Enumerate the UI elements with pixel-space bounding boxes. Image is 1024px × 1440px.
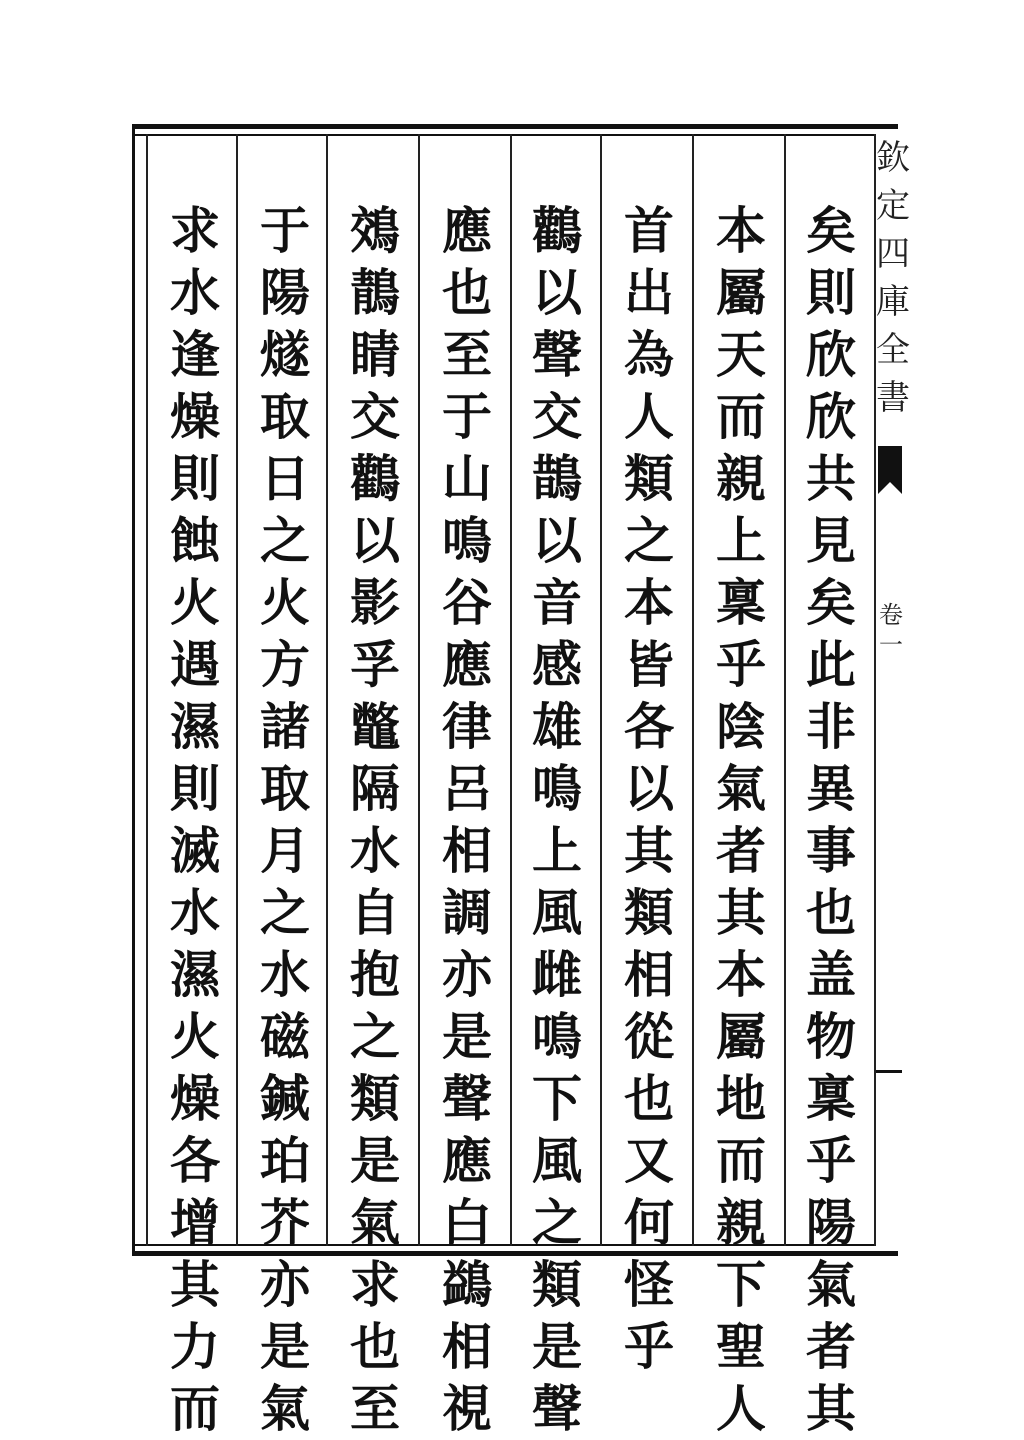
- character: 聖: [716, 1317, 766, 1376]
- character: 氣: [716, 759, 766, 818]
- character: 鳴: [532, 759, 582, 818]
- text-column-2: [704, 200, 778, 1438]
- character: 燥: [170, 1069, 220, 1128]
- character: 異: [806, 759, 856, 818]
- character: 也: [442, 263, 492, 322]
- character: 月: [260, 821, 310, 880]
- character: 是: [260, 1317, 310, 1376]
- character: 乎: [624, 1317, 674, 1376]
- character: 濕: [170, 697, 220, 756]
- character: 感: [532, 635, 582, 694]
- character: 聲: [532, 325, 582, 384]
- character: 定: [876, 186, 910, 226]
- character: 四: [876, 234, 910, 274]
- character: 是: [442, 1007, 492, 1066]
- character: 相: [624, 945, 674, 1004]
- character: 力: [170, 1317, 220, 1376]
- character: 而: [170, 1379, 220, 1438]
- character: 鍼: [260, 1069, 310, 1128]
- character: 取: [260, 387, 310, 446]
- character: 本: [624, 573, 674, 632]
- text-column-5: [430, 200, 504, 1438]
- text-column-1: [794, 200, 868, 1438]
- character: 欣: [806, 387, 856, 446]
- character: 風: [532, 883, 582, 942]
- character: 其: [716, 883, 766, 942]
- character: 一: [879, 631, 903, 659]
- character: 水: [260, 945, 310, 1004]
- text-column-8: [158, 200, 232, 1438]
- character: 之: [350, 1007, 400, 1066]
- character: 庫: [876, 282, 910, 322]
- column-rule: [692, 134, 694, 1246]
- character: 之: [260, 883, 310, 942]
- character: 全: [876, 330, 910, 370]
- character: 事: [806, 821, 856, 880]
- character: 出: [624, 263, 674, 322]
- character: 者: [806, 1317, 856, 1376]
- character: 水: [170, 263, 220, 322]
- character: 鳴: [442, 511, 492, 570]
- character: 陰: [716, 697, 766, 756]
- character: 逢: [170, 325, 220, 384]
- character: 卷: [879, 601, 903, 629]
- character: 皆: [624, 635, 674, 694]
- character: 鸛: [350, 449, 400, 508]
- character: 視: [442, 1379, 492, 1438]
- character: 而: [716, 1131, 766, 1190]
- character: 求: [170, 201, 220, 260]
- character: 為: [624, 325, 674, 384]
- character: 鼈: [350, 697, 400, 756]
- character: 而: [716, 387, 766, 446]
- character: 人: [624, 387, 674, 446]
- character: 自: [350, 883, 400, 942]
- character: 也: [350, 1317, 400, 1376]
- character: 物: [806, 1007, 856, 1066]
- character: 濕: [170, 945, 220, 1004]
- character: 類: [624, 449, 674, 508]
- character: 燧: [260, 325, 310, 384]
- character: 則: [170, 449, 220, 508]
- character: 者: [716, 821, 766, 880]
- character: 之: [532, 1193, 582, 1252]
- character: 類: [532, 1255, 582, 1314]
- character: 亦: [260, 1255, 310, 1314]
- column-rule: [418, 134, 420, 1246]
- text-column-4: [520, 200, 594, 1438]
- character: 鳴: [532, 1007, 582, 1066]
- character: 至: [350, 1379, 400, 1438]
- character: 山: [442, 449, 492, 508]
- character: 以: [532, 263, 582, 322]
- inner-top-rule: [132, 134, 876, 136]
- character: 諸: [260, 697, 310, 756]
- character: 風: [532, 1131, 582, 1190]
- character: 則: [806, 263, 856, 322]
- character: 抱: [350, 945, 400, 1004]
- character: 類: [624, 883, 674, 942]
- character: 白: [442, 1193, 492, 1252]
- character: 交: [350, 387, 400, 446]
- character: 親: [716, 449, 766, 508]
- character: 亦: [442, 945, 492, 1004]
- character: 遇: [170, 635, 220, 694]
- character: 火: [260, 573, 310, 632]
- character: 律: [442, 697, 492, 756]
- character: 鵁: [350, 201, 400, 260]
- character: 之: [624, 511, 674, 570]
- character: 天: [716, 325, 766, 384]
- character: 磁: [260, 1007, 310, 1066]
- character: 增: [170, 1193, 220, 1252]
- character: 氣: [260, 1379, 310, 1438]
- character: 怪: [624, 1255, 674, 1314]
- character: 鵲: [532, 449, 582, 508]
- text-column-7: [248, 200, 322, 1438]
- character: 火: [170, 573, 220, 632]
- character: 以: [350, 511, 400, 570]
- character: 雌: [532, 945, 582, 1004]
- character: 見: [806, 511, 856, 570]
- character: 方: [260, 635, 310, 694]
- character: 影: [350, 573, 400, 632]
- character: 從: [624, 1007, 674, 1066]
- lower-mark: [876, 1070, 902, 1073]
- character: 珀: [260, 1131, 310, 1190]
- character: 燥: [170, 387, 220, 446]
- character: 日: [260, 449, 310, 508]
- character: 也: [806, 883, 856, 942]
- column-rule: [510, 134, 512, 1246]
- character: 睛: [350, 325, 400, 384]
- character: 下: [716, 1255, 766, 1314]
- column-rule: [784, 134, 786, 1246]
- character: 其: [624, 821, 674, 880]
- character: 又: [624, 1131, 674, 1190]
- character: 上: [532, 821, 582, 880]
- character: 谷: [442, 573, 492, 632]
- character: 各: [624, 697, 674, 756]
- character: 之: [260, 511, 310, 570]
- character: 屬: [716, 263, 766, 322]
- character: 取: [260, 759, 310, 818]
- character: 交: [532, 387, 582, 446]
- character: 下: [532, 1069, 582, 1128]
- character: 其: [170, 1255, 220, 1314]
- character: 至: [442, 325, 492, 384]
- character: 稟: [716, 573, 766, 632]
- character: 其: [806, 1379, 856, 1438]
- character: 本: [716, 201, 766, 260]
- character: 是: [350, 1131, 400, 1190]
- character: 類: [350, 1069, 400, 1128]
- character: 地: [716, 1069, 766, 1128]
- character: 矣: [806, 201, 856, 260]
- character: 相: [442, 821, 492, 880]
- character: 水: [350, 821, 400, 880]
- character: 滅: [170, 821, 220, 880]
- character: 于: [442, 387, 492, 446]
- column-rule: [236, 134, 238, 1246]
- character: 求: [350, 1255, 400, 1314]
- character: 書: [876, 378, 910, 418]
- character: 各: [170, 1131, 220, 1190]
- character: 欣: [806, 325, 856, 384]
- volume-label: [878, 600, 904, 660]
- character: 本: [716, 945, 766, 1004]
- character: 鷁: [442, 1255, 492, 1314]
- character: 以: [624, 759, 674, 818]
- character: 水: [170, 883, 220, 942]
- text-column-6: [338, 200, 412, 1438]
- character: 調: [442, 883, 492, 942]
- character: 共: [806, 449, 856, 508]
- character: 相: [442, 1317, 492, 1376]
- character: 非: [806, 697, 856, 756]
- character: 陽: [260, 263, 310, 322]
- character: 首: [624, 201, 674, 260]
- column-rule: [146, 134, 148, 1246]
- character: 聲: [442, 1069, 492, 1128]
- character: 以: [532, 511, 582, 570]
- character: 孚: [350, 635, 400, 694]
- character: 鸛: [532, 201, 582, 260]
- character: 鶄: [350, 263, 400, 322]
- character: 屬: [716, 1007, 766, 1066]
- fishtail-mark: [878, 446, 902, 482]
- character: 親: [716, 1193, 766, 1252]
- character: 盖: [806, 945, 856, 1004]
- character: 何: [624, 1193, 674, 1252]
- character: 應: [442, 1131, 492, 1190]
- column-rule: [326, 134, 328, 1246]
- character: 應: [442, 201, 492, 260]
- character: 欽: [876, 138, 910, 178]
- character: 上: [716, 511, 766, 570]
- character: 矣: [806, 573, 856, 632]
- character: 氣: [806, 1255, 856, 1314]
- text-column-3: [612, 200, 686, 1376]
- character: 火: [170, 1007, 220, 1066]
- character: 雄: [532, 697, 582, 756]
- character: 稟: [806, 1069, 856, 1128]
- character: 音: [532, 573, 582, 632]
- character: 乎: [716, 635, 766, 694]
- character: 呂: [442, 759, 492, 818]
- character: 于: [260, 201, 310, 260]
- character: 是: [532, 1317, 582, 1376]
- character: 氣: [350, 1193, 400, 1252]
- character: 陽: [806, 1193, 856, 1252]
- book-title: [874, 134, 912, 422]
- character: 隔: [350, 759, 400, 818]
- character: 蝕: [170, 511, 220, 570]
- character: 乎: [806, 1131, 856, 1190]
- character: 也: [624, 1069, 674, 1128]
- character: 人: [716, 1379, 766, 1438]
- character: 芥: [260, 1193, 310, 1252]
- character: 應: [442, 635, 492, 694]
- character: 聲: [532, 1379, 582, 1438]
- column-rule: [600, 134, 602, 1246]
- character: 則: [170, 759, 220, 818]
- character: 此: [806, 635, 856, 694]
